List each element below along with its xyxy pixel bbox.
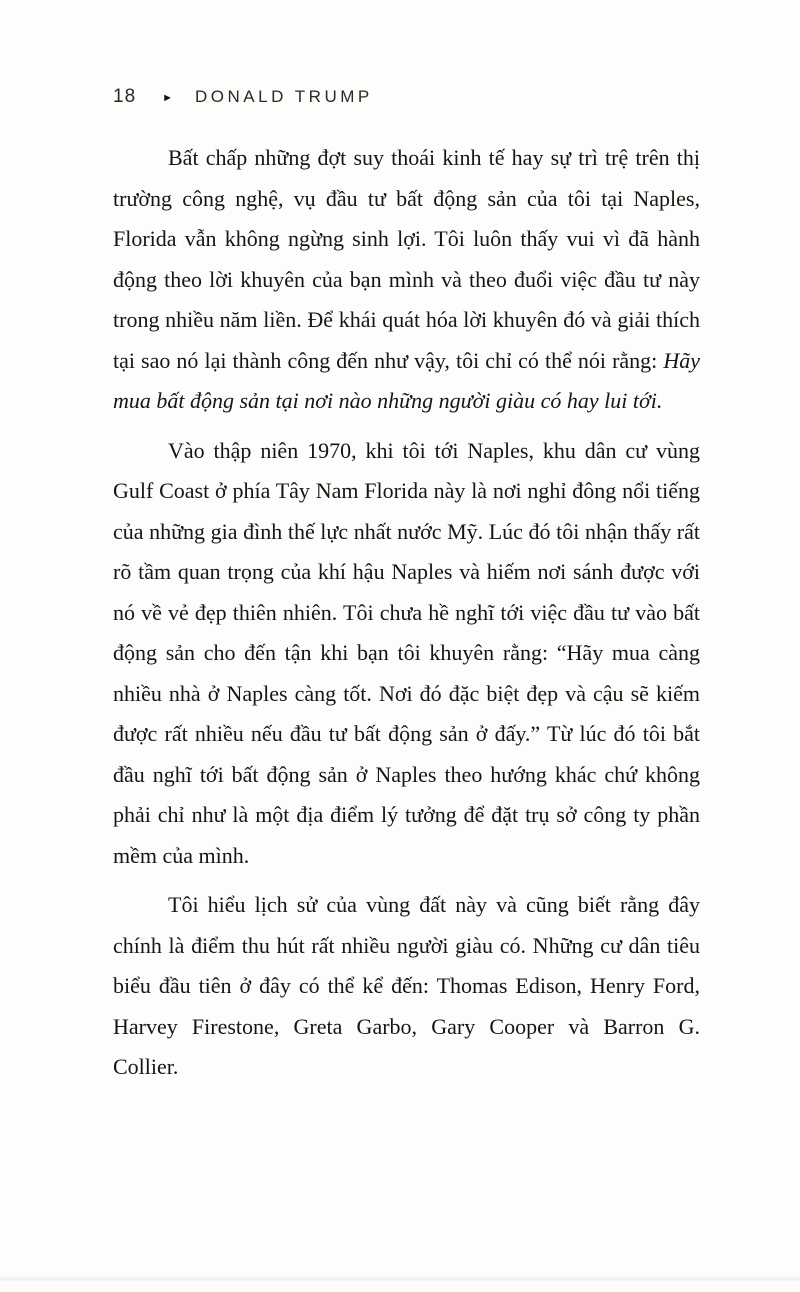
page-header bbox=[113, 86, 700, 108]
scan-shadow bbox=[0, 1276, 800, 1282]
paragraph-text: Bất chấp những đợt suy thoái kinh tế hay sự trì trệ trên thị trường công nghệ, vụ đầu tư bất động sản của tôi tại Naples, Florida vẫn không ngừng sinh lợi. Tôi luôn thấy vui vì đã hành động theo lời khuyên của bạn mình và theo đuổi việc đầu tư này trong nhiều năm liền. Để khái quát hóa lời khuyên đó và giải thích tại sao nó lại thành công đến như vậy, tôi chỉ có thể nói rằng: bbox=[113, 145, 700, 373]
paragraph-text: Tôi hiểu lịch sử của vùng đất này và cũng biết rằng đây chính là điểm thu hút rất nhiều người giàu có. Những cư dân tiêu biểu đầu tiên ở đây có thể kể đến: Thomas Edison, Henry Ford, Harvey Firestone, Greta Garbo, Gary Cooper và Barron G. Collier. bbox=[113, 892, 700, 1079]
paragraph bbox=[113, 885, 700, 1088]
paragraph bbox=[113, 138, 700, 422]
paragraph-text: Vào thập niên 1970, khi tôi tới Naples, khu dân cư vùng Gulf Coast ở phía Tây Nam Florida này là nơi nghỉ đông nổi tiếng của những gia đình thế lực nhất nước Mỹ. Lúc đó tôi nhận thấy rất rõ tầm quan trọng của khí hậu Naples và hiếm nơi sánh được với nó về vẻ đẹp thiên nhiên. Tôi chưa hề nghĩ tới việc đầu tư vào bất động sản cho đến tận khi bạn tôi khuyên rằng: “Hãy mua càng nhiều nhà ở Naples càng tốt. Nơi đó đặc biệt đẹp và cậu sẽ kiếm được rất nhiều nếu đầu tư bất động sản ở đấy.” Từ lúc đó tôi bắt đầu nghĩ tới bất động sản ở Naples theo hướng khác chứ không phải chỉ như là một địa điểm lý tưởng để đặt trụ sở công ty phần mềm của mình. bbox=[113, 437, 700, 868]
paragraph bbox=[113, 431, 700, 877]
paragraph-text-italic: Hãy mua bất động sản tại nơi nào những người giàu có hay lui tới. bbox=[113, 347, 700, 413]
page-number: 18 bbox=[113, 86, 137, 107]
header-title: DONALD TRUMP bbox=[195, 87, 373, 106]
header-arrow-icon: ► bbox=[162, 91, 174, 104]
page-body bbox=[113, 138, 700, 1088]
